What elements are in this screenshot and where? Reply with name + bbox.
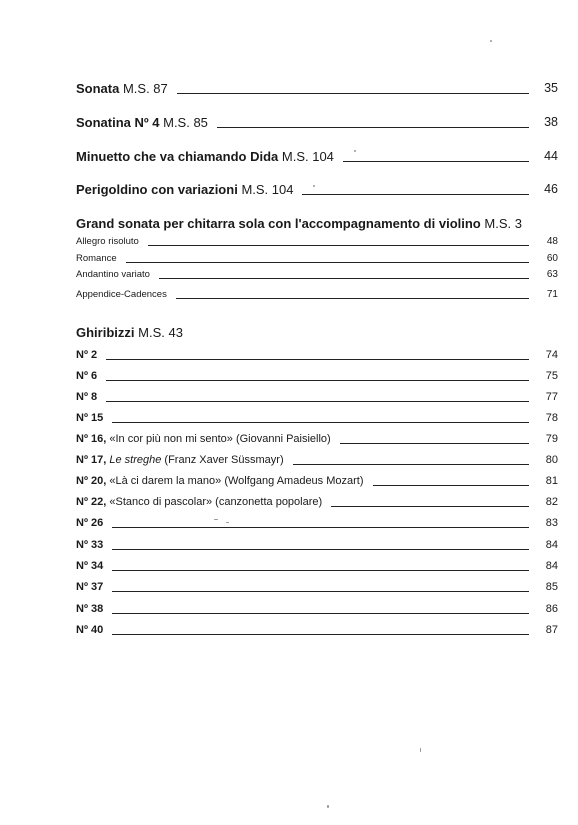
leader-line — [106, 359, 529, 360]
section-title: Grand sonata per chitarra sola con l'accompagnamento di violino — [76, 216, 481, 231]
movement-label: Allegro risoluto — [76, 236, 139, 247]
page-number: 85 — [545, 581, 558, 593]
entry-italic-title: Le streghe — [109, 454, 162, 466]
entry-number: Nº 16, — [76, 433, 107, 445]
ghiribizzo-entry — [76, 559, 558, 574]
leader-line — [176, 298, 529, 299]
page-number: 75 — [545, 370, 558, 382]
page-number: 74 — [545, 349, 558, 361]
toc-entry-sonatina — [76, 114, 558, 131]
entry-title: Minuetto che va chiamando Dida — [76, 149, 279, 164]
page-number: 84 — [545, 560, 558, 572]
grand-sonata-heading — [76, 215, 522, 232]
movement-entry — [76, 252, 558, 265]
toc-entry-perigoldino — [76, 181, 558, 198]
entry-number: Nº 15 — [76, 412, 104, 424]
entry-description: «In cor più non mi sento» (Giovanni Paisiello) — [106, 433, 331, 445]
page-number: 44 — [544, 149, 558, 163]
leader-line — [177, 93, 529, 94]
page-number: 81 — [545, 475, 558, 487]
ghiribizzo-entry — [76, 516, 558, 531]
page-number: 38 — [544, 115, 558, 129]
page-number: 84 — [545, 539, 558, 551]
movement-entry — [76, 268, 558, 281]
ghiribizzo-entry — [76, 495, 558, 510]
leader-line — [106, 380, 529, 381]
ghiribizzo-entry — [76, 369, 558, 384]
section-catalog: M.S. 43 — [138, 325, 183, 340]
leader-line — [126, 262, 529, 263]
ghiribizzo-entry — [76, 580, 558, 595]
leader-line — [293, 464, 529, 465]
entry-catalog: M.S. 85 — [163, 115, 208, 130]
entry-number: Nº 2 — [76, 349, 98, 361]
ghiribizzo-entry — [76, 538, 558, 553]
leader-line — [112, 527, 529, 528]
scan-speck — [214, 519, 218, 520]
leader-line — [112, 634, 529, 635]
page-number: 71 — [546, 289, 558, 300]
entry-number: Nº 20, — [76, 475, 107, 487]
page-number: 86 — [545, 603, 558, 615]
page-number: 83 — [545, 517, 558, 529]
page-number: 63 — [546, 269, 558, 280]
leader-line — [331, 506, 529, 507]
scan-speck — [420, 748, 421, 752]
toc-entry-sonata — [76, 80, 558, 97]
scan-speck — [226, 522, 229, 523]
leader-line — [106, 401, 529, 402]
entry-number: Nº 17, — [76, 454, 107, 466]
entry-title: Perigoldino con variazioni — [76, 182, 238, 197]
page-number: 87 — [545, 624, 558, 636]
entry-number: Nº 33 — [76, 539, 104, 551]
entry-description: «Là ci darem la mano» (Wolfgang Amadeus Mozart) — [106, 475, 364, 487]
entry-attribution: (Franz Xaver Süssmayr) — [161, 454, 284, 466]
entry-number: Nº 26 — [76, 517, 104, 529]
movement-entry — [76, 288, 558, 301]
leader-line — [148, 245, 529, 246]
leader-line — [112, 549, 529, 550]
scan-speck — [354, 150, 356, 152]
entry-title: Sonatina Nº 4 — [76, 115, 160, 130]
page-number: 78 — [545, 412, 558, 424]
movement-label: Appendice-Cadences — [76, 289, 167, 300]
leader-line — [112, 613, 529, 614]
ghiribizzo-entry — [76, 390, 558, 405]
entry-number: Nº 6 — [76, 370, 98, 382]
entry-description: «Stanco di pascolar» (canzonetta popolare) — [106, 496, 323, 508]
leader-line — [373, 485, 529, 486]
ghiribizzo-entry — [76, 474, 558, 489]
page-number: 60 — [546, 253, 558, 264]
entry-title: Sonata — [76, 81, 120, 96]
ghiribizzo-entry — [76, 348, 558, 363]
leader-line — [217, 127, 529, 128]
leader-line — [112, 422, 529, 423]
page-number: 46 — [544, 182, 558, 196]
scan-speck — [490, 40, 492, 42]
entry-number: Nº 8 — [76, 391, 98, 403]
ghiribizzo-entry — [76, 602, 558, 617]
movement-label: Andantino variato — [76, 269, 150, 280]
section-title: Ghiribizzi — [76, 325, 135, 340]
ghiribizzo-entry — [76, 453, 558, 468]
page-number: 82 — [545, 496, 558, 508]
section-catalog: M.S. 3 — [484, 216, 522, 231]
entry-number: Nº 38 — [76, 603, 104, 615]
entry-number: Nº 34 — [76, 560, 104, 572]
leader-line — [340, 443, 529, 444]
page-number: 77 — [545, 391, 558, 403]
entry-number: Nº 37 — [76, 581, 104, 593]
ghiribizzo-entry — [76, 623, 558, 638]
leader-line — [112, 570, 529, 571]
entry-number: Nº 22, — [76, 496, 107, 508]
leader-line — [343, 161, 529, 162]
entry-catalog: M.S. 87 — [122, 81, 168, 96]
toc-entry-minuetto — [76, 148, 558, 165]
entry-catalog: M.S. 104 — [281, 149, 334, 164]
ghiribizzo-entry — [76, 432, 558, 447]
leader-line — [159, 278, 529, 279]
movement-label: Romance — [76, 253, 117, 264]
movement-entry — [76, 235, 558, 248]
page-number: 35 — [544, 81, 558, 95]
scan-speck — [313, 185, 315, 187]
leader-line — [112, 591, 529, 592]
entry-number: Nº 40 — [76, 624, 104, 636]
ghiribizzo-entry — [76, 411, 558, 426]
ghiribizzi-heading — [76, 324, 183, 341]
entry-catalog: M.S. 104 — [241, 182, 294, 197]
page-number: 80 — [545, 454, 558, 466]
scan-speck — [327, 805, 329, 808]
page-number: 48 — [546, 236, 558, 247]
page-number: 79 — [545, 433, 558, 445]
leader-line — [302, 194, 529, 195]
